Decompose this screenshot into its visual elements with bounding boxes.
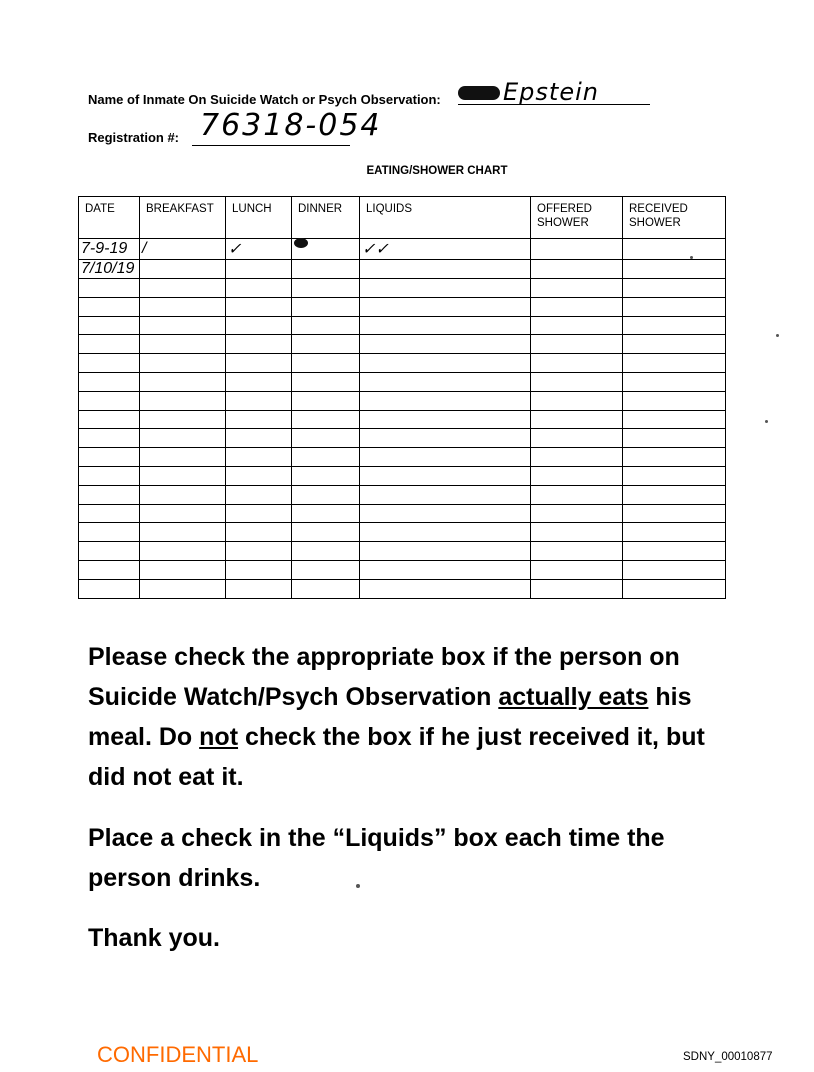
cell-breakfast [140, 466, 226, 485]
cell-dinner [292, 485, 360, 504]
cell-offered-shower [531, 485, 623, 504]
cell-dinner [292, 523, 360, 542]
cell-breakfast [140, 523, 226, 542]
cell-dinner [292, 372, 360, 391]
cell-date [79, 466, 140, 485]
cell-date [79, 448, 140, 467]
cell-received-shower [623, 523, 726, 542]
cell-liquids [360, 279, 531, 298]
cell-received-shower [623, 239, 726, 260]
cell-liquids [360, 297, 531, 316]
cell-received-shower [623, 279, 726, 298]
cell-liquids [360, 523, 531, 542]
cell-received-shower [623, 542, 726, 561]
table-row [79, 354, 726, 373]
cell-liquids [360, 579, 531, 598]
cell-date [79, 542, 140, 561]
cell-date [79, 372, 140, 391]
cell-breakfast [140, 316, 226, 335]
cell-lunch [226, 410, 292, 429]
instruction-text: check the box if he just received it, but did not eat it. [88, 723, 705, 791]
cell-lunch [226, 448, 292, 467]
cell-date: 7/10/19 [79, 260, 140, 279]
col-dinner-header: DINNER [292, 197, 360, 239]
cell-offered-shower [531, 560, 623, 579]
registration-label: Registration #: [88, 130, 180, 145]
inmate-name-label: Name of Inmate On Suicide Watch or Psych Observation: [88, 92, 441, 107]
cell-received-shower [623, 297, 726, 316]
cell-dinner [292, 542, 360, 561]
table-row [79, 448, 726, 467]
cell-dinner [292, 260, 360, 279]
cell-dinner [292, 579, 360, 598]
cell-liquids [360, 316, 531, 335]
cell-received-shower [623, 354, 726, 373]
registration-underline [192, 145, 350, 146]
cell-breakfast [140, 260, 226, 279]
cell-breakfast [140, 297, 226, 316]
cell-offered-shower [531, 523, 623, 542]
table-row [79, 279, 726, 298]
cell-offered-shower [531, 429, 623, 448]
cell-date [79, 354, 140, 373]
cell-liquids [360, 448, 531, 467]
scan-speck [776, 334, 779, 337]
table-row [79, 391, 726, 410]
cell-liquids [360, 504, 531, 523]
table-row [79, 260, 726, 279]
cell-date [79, 560, 140, 579]
cell-date [79, 523, 140, 542]
cell-lunch [226, 372, 292, 391]
cell-offered-shower [531, 410, 623, 429]
cell-liquids [360, 410, 531, 429]
cell-dinner [292, 279, 360, 298]
cell-dinner [292, 448, 360, 467]
cell-offered-shower [531, 542, 623, 561]
col-date-header: DATE [79, 197, 140, 239]
col-offered-shower-header: OFFERED SHOWER [531, 197, 623, 239]
cell-offered-shower [531, 504, 623, 523]
cell-dinner [292, 504, 360, 523]
cell-liquids [360, 485, 531, 504]
cell-lunch [226, 335, 292, 354]
cell-liquids [360, 354, 531, 373]
cell-dinner [292, 466, 360, 485]
cell-offered-shower [531, 579, 623, 598]
instruction-paragraph-1 [88, 637, 748, 797]
cell-dinner [292, 391, 360, 410]
table-row [79, 504, 726, 523]
cell-lunch [226, 316, 292, 335]
cell-dinner [292, 410, 360, 429]
cell-received-shower [623, 429, 726, 448]
cell-breakfast [140, 542, 226, 561]
cell-lunch [226, 504, 292, 523]
cell-breakfast [140, 354, 226, 373]
cell-offered-shower [531, 391, 623, 410]
cell-offered-shower [531, 239, 623, 260]
cell-received-shower [623, 372, 726, 391]
cell-liquids [360, 335, 531, 354]
col-liquids-header: LIQUIDS [360, 197, 531, 239]
cell-received-shower [623, 579, 726, 598]
name-underline [458, 104, 650, 105]
scan-speck [765, 420, 768, 423]
cell-offered-shower [531, 260, 623, 279]
inmate-name-value: Epstein [503, 78, 599, 106]
cell-breakfast [140, 560, 226, 579]
cell-lunch [226, 542, 292, 561]
cell-lunch [226, 354, 292, 373]
table-header-row [79, 197, 726, 239]
cell-breakfast [140, 410, 226, 429]
cell-breakfast [140, 335, 226, 354]
cell-dinner [292, 335, 360, 354]
cell-lunch [226, 485, 292, 504]
cell-liquids [360, 560, 531, 579]
cell-offered-shower [531, 466, 623, 485]
cell-offered-shower [531, 448, 623, 467]
chart-title: EATING/SHOWER CHART [366, 165, 508, 177]
eating-shower-table [78, 196, 726, 599]
cell-dinner [292, 429, 360, 448]
scan-speck [356, 884, 360, 888]
cell-breakfast [140, 448, 226, 467]
table-row [79, 560, 726, 579]
cell-received-shower [623, 335, 726, 354]
instruction-text: his meal. Do [88, 683, 692, 751]
cell-dinner [292, 297, 360, 316]
emphasis-actually-eats: actually eats [498, 683, 649, 711]
cell-breakfast [140, 372, 226, 391]
cell-lunch [226, 260, 292, 279]
cell-lunch [226, 466, 292, 485]
table-row [79, 429, 726, 448]
cell-lunch [226, 297, 292, 316]
table-row [79, 410, 726, 429]
cell-liquids [360, 429, 531, 448]
cell-liquids [360, 372, 531, 391]
registration-value: 76318-054 [200, 108, 382, 143]
cell-received-shower [623, 485, 726, 504]
cell-date [79, 410, 140, 429]
table-row [79, 239, 726, 260]
cell-date [79, 335, 140, 354]
cell-date [79, 429, 140, 448]
cell-date [79, 485, 140, 504]
cell-offered-shower [531, 316, 623, 335]
cell-date [79, 297, 140, 316]
table-row [79, 579, 726, 598]
col-received-shower-header: RECEIVED SHOWER [623, 197, 726, 239]
cell-lunch [226, 523, 292, 542]
cell-date: 7-9-19 [79, 239, 140, 260]
cell-liquids [360, 391, 531, 410]
cell-lunch [226, 391, 292, 410]
table-row [79, 335, 726, 354]
cell-received-shower [623, 391, 726, 410]
table-row [79, 523, 726, 542]
cell-breakfast: / [140, 239, 226, 260]
cell-offered-shower [531, 354, 623, 373]
table-row [79, 485, 726, 504]
table-row [79, 316, 726, 335]
cell-breakfast [140, 579, 226, 598]
cell-lunch [226, 560, 292, 579]
cell-liquids: ✓✓ [360, 239, 531, 260]
cell-received-shower [623, 504, 726, 523]
cell-offered-shower [531, 297, 623, 316]
cell-breakfast [140, 279, 226, 298]
instruction-text: Please check the appropriate box if the person on Suicide Watch/Psych Observation [88, 643, 680, 711]
cell-offered-shower [531, 335, 623, 354]
cell-breakfast [140, 485, 226, 504]
cell-liquids [360, 260, 531, 279]
table-row [79, 466, 726, 485]
cell-received-shower [623, 560, 726, 579]
cell-breakfast [140, 391, 226, 410]
cell-lunch: ✓ [226, 239, 292, 260]
cell-lunch [226, 279, 292, 298]
cell-liquids [360, 542, 531, 561]
cell-dinner [292, 316, 360, 335]
dinner-scribble-mark [294, 238, 308, 248]
confidential-stamp: CONFIDENTIAL [97, 1042, 259, 1067]
instruction-paragraph-2: Place a check in the “Liquids” box each time the person drinks. [88, 824, 665, 892]
redaction-scribble [458, 86, 500, 100]
col-lunch-header: LUNCH [226, 197, 292, 239]
cell-date [79, 279, 140, 298]
cell-received-shower [623, 260, 726, 279]
cell-date [79, 504, 140, 523]
col-breakfast-header: BREAKFAST [140, 197, 226, 239]
cell-received-shower [623, 466, 726, 485]
thank-you-text: Thank you. [88, 924, 220, 952]
cell-lunch [226, 429, 292, 448]
cell-breakfast [140, 429, 226, 448]
cell-breakfast [140, 504, 226, 523]
cell-date [79, 391, 140, 410]
cell-dinner [292, 354, 360, 373]
cell-date [79, 579, 140, 598]
emphasis-not: not [199, 723, 239, 751]
scan-speck [690, 256, 693, 259]
table-row [79, 297, 726, 316]
table-row [79, 372, 726, 391]
bates-number: SDNY_00010877 [683, 1051, 773, 1063]
cell-date [79, 316, 140, 335]
cell-received-shower [623, 448, 726, 467]
table-row [79, 542, 726, 561]
cell-liquids [360, 466, 531, 485]
cell-lunch [226, 579, 292, 598]
cell-received-shower [623, 316, 726, 335]
cell-received-shower [623, 410, 726, 429]
cell-offered-shower [531, 279, 623, 298]
cell-dinner [292, 560, 360, 579]
cell-offered-shower [531, 372, 623, 391]
